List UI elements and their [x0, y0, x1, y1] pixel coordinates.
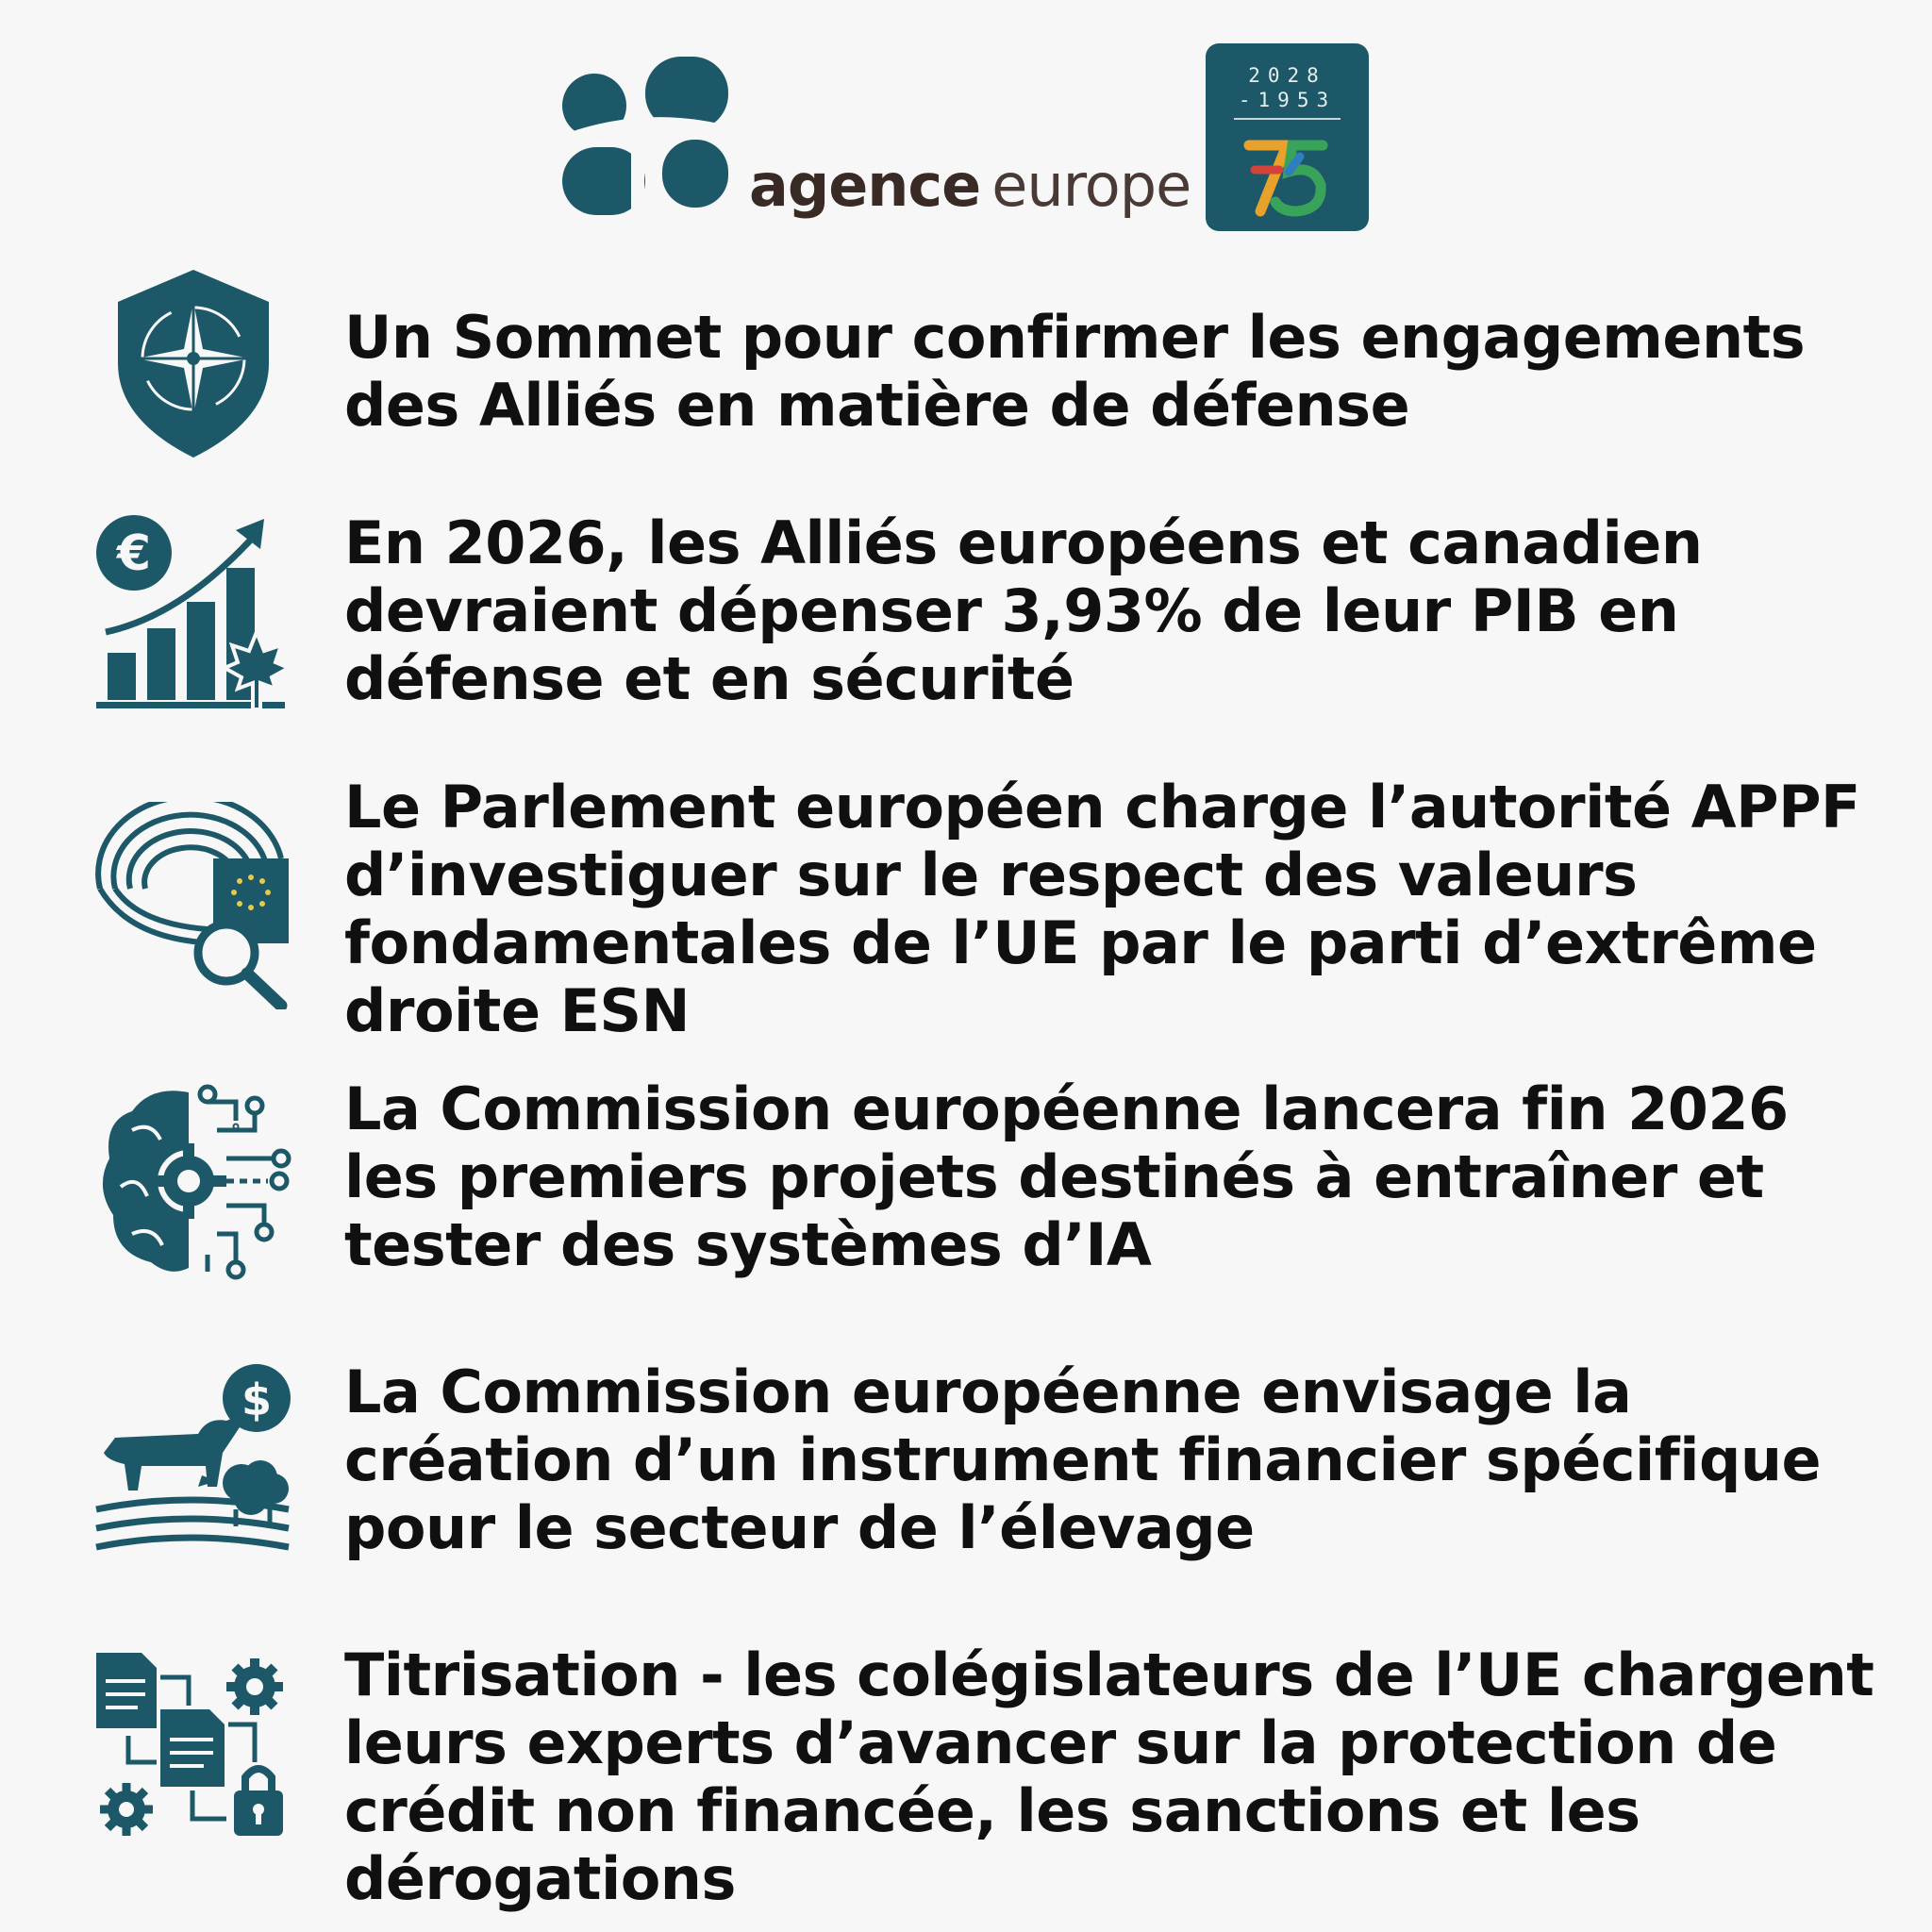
- livestock-finance-icon: [94, 1358, 292, 1561]
- logo-text-bold: agence: [749, 151, 981, 220]
- logo-text-light: europe: [991, 151, 1191, 220]
- shield-compass-icon: [94, 264, 292, 462]
- documents-gears-lock-icon: [94, 1649, 292, 1847]
- item-text: Le Parlement européen charge l’autorité APPF d’investiguer sur le respect des valeurs fondamentales de l’UE par le parti d’extrême droite ESN: [344, 773, 1860, 1045]
- svg-text:$: $: [241, 1374, 273, 1425]
- item-text: Titrisation - les colégislateurs de l’UE chargent leurs experts d’avancer sur la protection de crédit non financée, les sanctions et les dérogations: [344, 1641, 1874, 1913]
- anniversary-badge: [1206, 43, 1369, 231]
- header: [558, 43, 1370, 232]
- logo-wordmark: [749, 151, 1191, 220]
- svg-text:€: €: [116, 525, 152, 582]
- item-text: Un Sommet pour confirmer les engagements des Alliés en matière de défense: [344, 303, 1806, 440]
- ai-brain-circuit-icon: [94, 1083, 292, 1281]
- badge-year-bottom: -1953: [1238, 89, 1337, 111]
- item-text: La Commission européenne envisage la création d’un instrument financier spécifique pour le secteur de l’élevage: [344, 1357, 1822, 1562]
- badge-year-top: 2028: [1248, 64, 1326, 87]
- agence-europe-logo-icon: [558, 53, 733, 218]
- item-text: En 2026, les Alliés européens et canadien devraient dépenser 3,93% de leur PIB en défense et en sécurité: [344, 508, 1703, 713]
- parliament-magnifier-icon: [94, 802, 292, 1009]
- badge-75-logo: [1232, 126, 1345, 221]
- euro-growth-chart-icon: [94, 509, 292, 712]
- badge-divider: [1234, 118, 1341, 120]
- item-text: La Commission européenne lancera fin 2026 les premiers projets destinés à entraîner et tester des systèmes d’IA: [344, 1074, 1789, 1279]
